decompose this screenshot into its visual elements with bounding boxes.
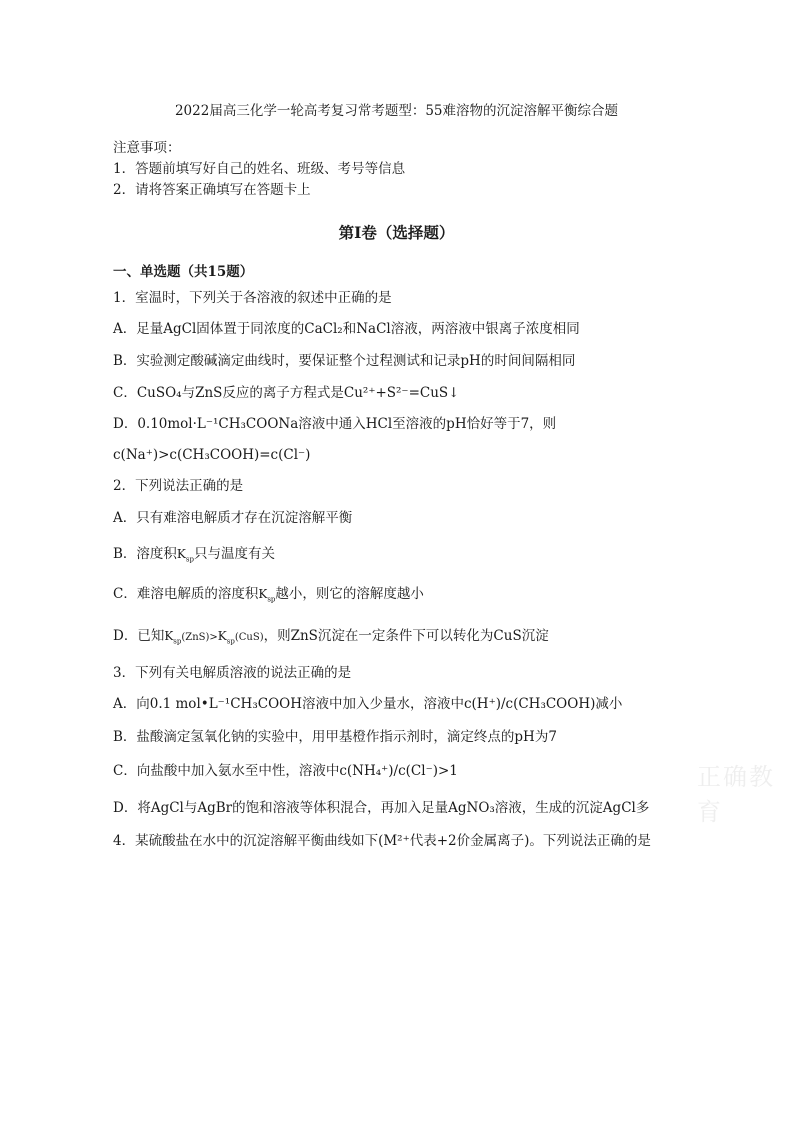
part-heading: 一、单选题（共15题） [113,264,254,280]
notes-heading: 注意事项： [113,140,181,156]
q1-stem: 1．室温时，下列关于各溶液的叙述中正确的是 [113,290,392,306]
q1-option-a: A．足量AgCl固体置于同浓度的CaCl₂和NaCl溶液，两溶液中银离子浓度相同 [113,321,580,337]
note-item-2: 2．请将答案正确填写在答题卡上 [113,182,311,198]
q3-option-a: A．向0.1 mol•L⁻¹CH₃COOH溶液中加入少量水，溶液中c(H⁺)/c(CH₃COOH)减小 [113,696,623,712]
q4-stem: 4．某硫酸盐在水中的沉淀溶解平衡曲线如下(M²⁺代表+2价金属离子)。下列说法正确的是 [113,833,651,849]
note-item-1: 1．答题前填写好自己的姓名、班级、考号等信息 [113,161,406,177]
q2-option-d-pre: D．已知 [113,628,165,644]
q1-option-d-line2: c(Na⁺)>c(CH₃COOH)=c(Cl⁻) [113,447,311,463]
q2-option-d [113,627,549,647]
q2-option-b [113,545,275,563]
q1-option-d-line1: D．0.10mol·L⁻¹CH₃COONa溶液中通入HCl至溶液的pH恰好等于7，则 [113,416,557,432]
section-title: 第I卷（选择题） [338,223,455,242]
q1-option-c: C．CuSO₄与ZnS反应的离子方程式是Cu²⁺+S²⁻=CuS↓ [113,385,460,401]
q2-stem: 2．下列说法正确的是 [113,478,244,494]
q3-option-c: C．向盐酸中加入氨水至中性，溶液中c(NH₄⁺)/c(Cl⁻)>1 [113,763,458,779]
q1-option-b: B．实验测定酸碱滴定曲线时，要保证整个过程测试和记录pH的时间间隔相同 [113,353,576,369]
q2-option-c-post: 越小，则它的溶解度越小 [275,586,424,602]
q2-option-d-post: ，则ZnS沉淀在一定条件下可以转化为CuS沉淀 [263,628,549,644]
q3-stem: 3．下列有关电解质溶液的说法正确的是 [113,665,352,681]
q2-option-b-post: 只与温度有关 [193,546,275,562]
q2-option-b-pre: B．溶度积 [113,546,177,562]
ksp-symbol: $K_{sp}(ZnS)>$ [164,629,218,646]
q3-option-d: D．将AgCl与AgBr的饱和溶液等体积混合，再加入足量AgNO₃溶液，生成的沉淀AgCl多 [113,800,650,816]
ksp-symbol: $K_{sp}$ [258,587,276,604]
q2-option-a: A．只有难溶电解质才存在沉淀溶解平衡 [113,510,353,526]
ksp-symbol: $K_{sp}$ [176,547,194,564]
watermark-logo: 正确教育 [697,763,775,826]
q2-option-c [113,585,424,603]
ksp-symbol: $K_{sp}(CuS)$ [217,629,264,646]
q3-option-b: B．盐酸滴定氢氧化钠的实验中，用甲基橙作指示剂时，滴定终点的pH为7 [113,729,557,745]
q2-option-c-pre: C．难溶电解质的溶度积 [113,586,259,602]
document-title: 2022届高三化学一轮高考复习常考题型：55难溶物的沉淀溶解平衡综合题 [174,103,619,119]
